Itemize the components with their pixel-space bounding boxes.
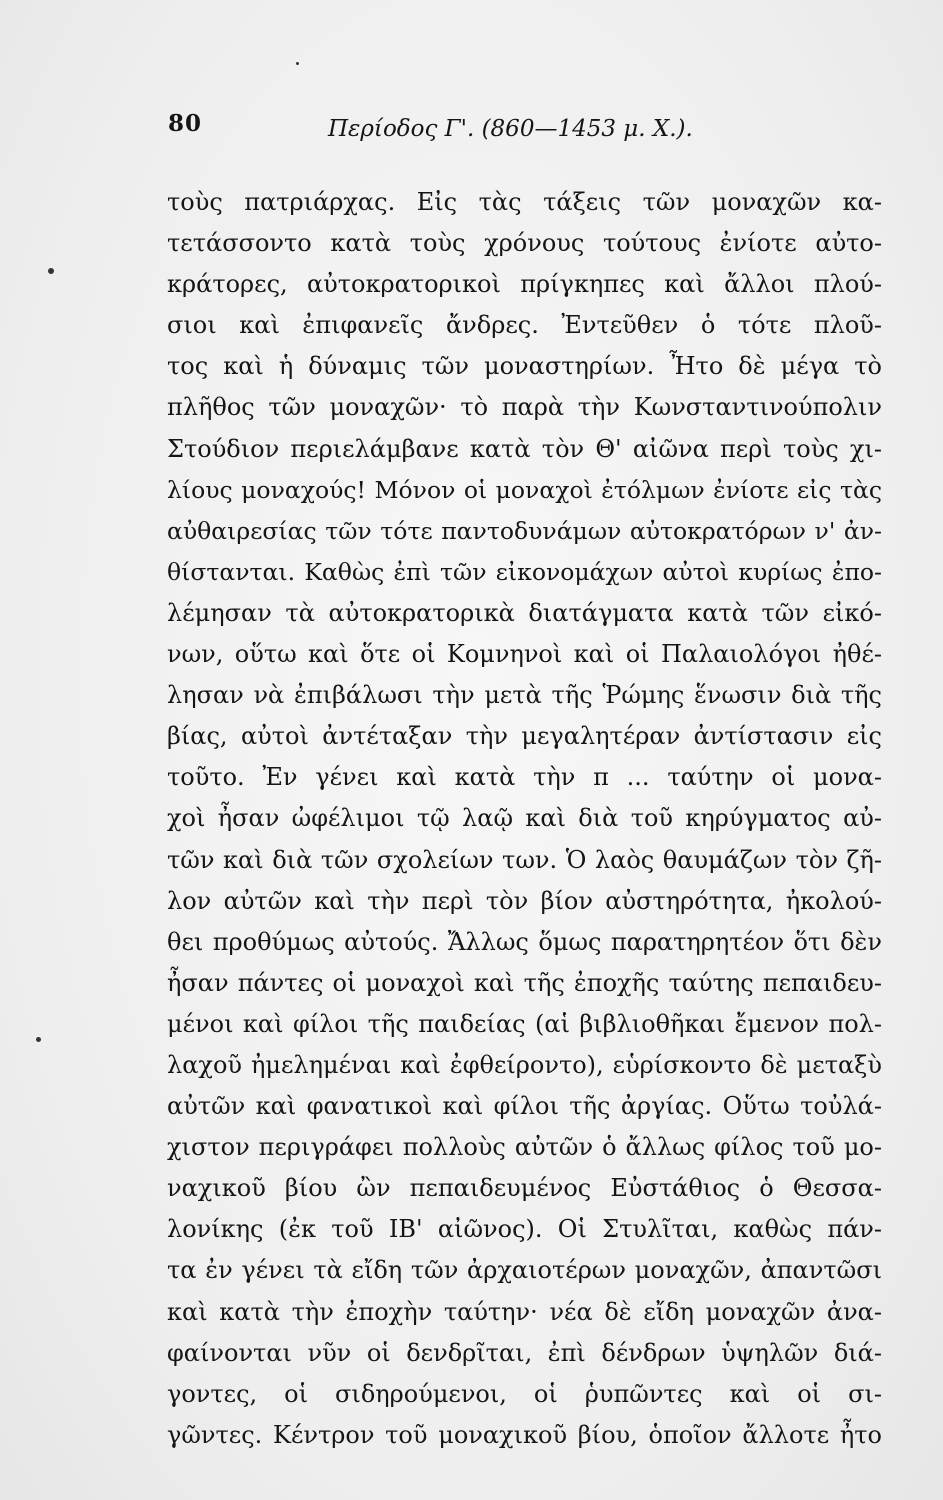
text-line: τῶν καὶ διὰ τῶν σχολείων των. Ὁ λαὸς θαυμάζων τὸν ζῆ- [167, 845, 882, 874]
text-line: χοὶ ἦσαν ὠφέλιμοι τῷ λαῷ καὶ διὰ τοῦ κηρύγματος αὐ- [167, 804, 882, 833]
body-text [167, 182, 882, 1456]
text-line: θει προθύμως αὐτούς. Ἄλλως ὅμως παρατηρητέον ὅτι δὲν [167, 927, 882, 956]
page-number: 80 [168, 110, 203, 137]
ink-speck [36, 1037, 41, 1042]
text-line: τα ἐν γένει τὰ εἴδη τῶν ἀρχαιοτέρων μοναχῶν, ἀπαντῶσι [167, 1256, 882, 1285]
text-line: τοὺς πατριάρχας. Εἰς τὰς τάξεις τῶν μοναχῶν κα- [167, 188, 882, 216]
text-line: νων, οὕτω καὶ ὅτε οἱ Κομνηνοὶ καὶ οἱ Παλαιολόγοι ἠθέ- [167, 640, 882, 669]
ink-speck [296, 62, 299, 65]
text-line: κράτορες, αὐτοκρατορικοὶ πρίγκηπες καὶ ἄλλοι πλού- [167, 270, 882, 299]
text-line: λαχοῦ ἠμελημέναι καὶ ἐφθείροντο), εὑρίσκοντο δὲ μεταξὺ [167, 1050, 882, 1079]
text-line: Στούδιον περιελάμβανε κατὰ τὸν Θ' αἰῶνα περὶ τοὺς χι- [167, 434, 882, 463]
text-line: μένοι καὶ φίλοι τῆς παιδείας (αἱ βιβλιοθῆκαι ἔμενον πολ- [167, 1009, 882, 1038]
text-line: αὐθαιρεσίας τῶν τότε παντοδυνάμων αὐτοκρατόρων ν' ἀν- [167, 516, 882, 545]
ink-speck [48, 268, 54, 274]
text-line: βίας, αὐτοὶ ἀντέταξαν τὴν μεγαλητέραν ἀντίστασιν εἰς [167, 722, 882, 751]
text-line: λίους μοναχούς! Μόνον οἱ μοναχοὶ ἐτόλμων ἐνίοτε εἰς τὰς [167, 475, 882, 504]
text-line: τος καὶ ἡ δύναμις τῶν μοναστηρίων. Ἦτο δὲ μέγα τὸ [167, 352, 882, 381]
text-line: χιστον περιγράφει πολλοὺς αὐτῶν ὁ ἄλλως φίλος τοῦ μο- [167, 1133, 882, 1162]
text-line: ναχικοῦ βίου ὢν πεπαιδευμένος Εὐστάθιος ὁ Θεσσα- [167, 1174, 882, 1203]
text-line: λησαν νὰ ἐπιβάλωσι τὴν μετὰ τῆς Ῥώμης ἕνωσιν διὰ τῆς [167, 681, 882, 710]
text-line: λον αὐτῶν καὶ τὴν περὶ τὸν βίον αὐστηρότητα, ἠκολού- [167, 886, 882, 915]
text-line: ἦσαν πάντες οἱ μοναχοὶ καὶ τῆς ἐποχῆς ταύτης πεπαιδευ- [167, 968, 882, 997]
text-line: φαίνονται νῦν οἱ δενδρῖται, ἐπὶ δένδρων ὑψηλῶν διά- [167, 1338, 882, 1367]
text-line: πλῆθος τῶν μοναχῶν· τὸ παρὰ τὴν Κωνσταντινούπολιν [167, 393, 882, 422]
text-line: σιοι καὶ ἐπιφανεῖς ἄνδρες. Ἐντεῦθεν ὁ τότε πλοῦ- [167, 311, 882, 340]
text-line: τετάσσοντο κατὰ τοὺς χρόνους τούτους ἐνίοτε αὐτο- [167, 229, 882, 258]
text-line: θίστανται. Καθὼς ἐπὶ τῶν εἰκονομάχων αὐτοὶ κυρίως ἐπο- [167, 557, 882, 586]
text-line: λέμησαν τὰ αὐτοκρατορικὰ διατάγματα κατὰ τῶν εἰκό- [167, 598, 882, 627]
text-line: αὐτῶν καὶ φανατικοὶ καὶ φίλοι τῆς ἀργίας. Οὕτω τοὐλά- [167, 1092, 882, 1121]
text-line: καὶ κατὰ τὴν ἐποχὴν ταύτην· νέα δὲ εἴδη μοναχῶν ἀνα- [167, 1297, 882, 1326]
running-head: Περίοδος Γ'. (860—1453 μ. Χ.). [328, 116, 693, 142]
text-line: γοντες, οἱ σιδηρούμενοι, οἱ ῥυπῶντες καὶ οἱ σι- [167, 1379, 882, 1408]
text-line: λονίκης (ἐκ τοῦ ΙΒ' αἰῶνος). Οἱ Στυλῖται, καθὼς πάν- [167, 1215, 882, 1244]
text-line: γῶντες. Κέντρον τοῦ μοναχικοῦ βίου, ὁποῖον ἄλλοτε ἦτο [167, 1420, 882, 1449]
text-line: τοῦτο. Ἐν γένει καὶ κατὰ τὴν π ... ταύτην οἱ μονα- [167, 763, 882, 792]
page-header [168, 110, 888, 150]
